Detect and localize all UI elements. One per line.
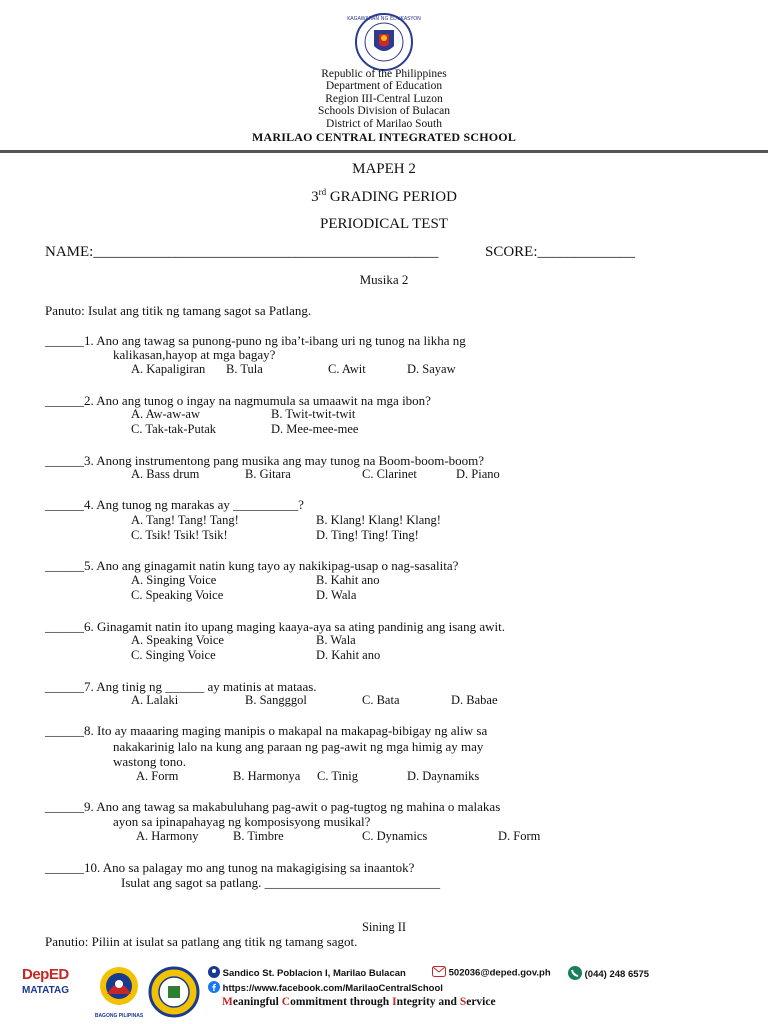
header-line: Department of Education — [325, 80, 443, 93]
header-line: Region III-Central Luzon — [325, 92, 443, 105]
bagong-pilipinas-logo — [93, 964, 145, 1020]
question-stem: ______3. Anong instrumentong pang musika ang may tunog na Boom-boom-boom? — [45, 453, 485, 468]
question-stem-cont: ayon sa ipinapahayag ng komposisyong musikal? — [113, 814, 371, 829]
question-stem: ______5. Ano ang ginagamit natin kung tayo ay nakikipag-usap o nag-sasalita? — [45, 558, 459, 573]
email-text[interactable]: 502036@deped.gov.ph — [448, 967, 551, 979]
choice[interactable]: C. Bata — [362, 693, 400, 707]
subject-title: MAPEH 2 — [352, 161, 416, 177]
deped-seal-logo — [346, 12, 422, 72]
choice[interactable]: A. Kapaligiran — [131, 362, 206, 376]
answer-blank-line[interactable]: Isulat ang sagot sa patlang. ___________________________ — [121, 875, 441, 890]
choice[interactable]: D. Form — [498, 829, 541, 843]
question-stem: ______1. Ano ang tawag sa punong-puno ng iba’t-ibang uri ng tunog na likha ng — [45, 333, 466, 348]
choice[interactable]: B. Klang! Klang! Klang! — [316, 513, 441, 527]
choice[interactable]: C. Tak-tak-Putak — [131, 422, 216, 436]
question-stem: ______9. Ano ang tawag sa makabuluhang pag-awit o pag-tugtog ng mahina o malakas — [45, 799, 501, 814]
facebook-row[interactable] — [208, 981, 443, 996]
choice[interactable]: D. Sayaw — [407, 362, 456, 376]
header-divider — [0, 150, 768, 153]
choice[interactable]: B. Timbre — [233, 829, 284, 843]
directions: Panuto: Isulat ang titik ng tamang sagot sa Patlang. — [45, 303, 312, 318]
choice[interactable]: A. Tang! Tang! Tang! — [131, 513, 239, 527]
choice[interactable]: C. Speaking Voice — [131, 588, 224, 602]
deped-logo-text: DepED — [22, 966, 69, 983]
matatag-text: MATATAG — [22, 985, 70, 996]
test-title: PERIODICAL TEST — [320, 216, 448, 232]
phone-text[interactable]: (044) 248 6575 — [584, 969, 650, 981]
header-block — [0, 68, 768, 130]
facebook-link[interactable]: https://www.facebook.com/MarilaoCentralSchool — [222, 983, 443, 995]
question-stem: ______7. Ang tinig ng ______ ay matinis at mataas. — [45, 679, 317, 694]
choice[interactable]: D. Mee-mee-mee — [271, 422, 359, 436]
choice[interactable]: C. Awit — [328, 362, 366, 376]
directions-sining: Panutio: Piliin at isulat sa patlang ang titik ng tamang sagot. — [45, 934, 358, 949]
choice[interactable]: A. Bass drum — [131, 467, 200, 481]
school-seal-icon — [148, 966, 200, 1018]
name-field[interactable]: NAME:______________________________________________ — [45, 244, 439, 260]
question-stem: ______10. Ano sa palagay mo ang tunog na makagigising sa inaantok? — [45, 860, 415, 875]
location-pin-icon — [208, 966, 220, 981]
question-stem-cont: nakakarinig lalo na kung ang paraan ng pag-awit ng mga himig ay may — [113, 739, 484, 754]
school-motto: Meaningful Commitment through Integrity and Service — [222, 996, 496, 1008]
phone-icon — [568, 966, 582, 983]
choice[interactable]: A. Form — [136, 769, 179, 783]
choice[interactable]: A. Singing Voice — [131, 573, 217, 587]
choice[interactable]: D. Kahit ano — [316, 648, 381, 662]
question-stem: ______6. Ginagamit natin ito upang maging kaaya-aya sa ating pandinig ang isang awit. — [45, 619, 505, 634]
choice[interactable]: B. Harmonya — [233, 769, 301, 783]
contact-row — [208, 966, 406, 981]
choice[interactable]: B. Gitara — [245, 467, 291, 481]
choice[interactable]: C. Tinig — [317, 769, 359, 783]
choice[interactable]: C. Clarinet — [362, 467, 417, 481]
seal-text: KAGAWARAN NG EDUKASYON — [347, 16, 421, 22]
question-stem: ______4. Ang tunog ng marakas ay __________? — [45, 497, 304, 512]
choice[interactable]: B. Tula — [226, 362, 263, 376]
school-name: MARILAO CENTRAL INTEGRATED SCHOOL — [251, 130, 517, 144]
choice[interactable]: D. Piano — [456, 467, 500, 481]
question-stem: ______2. Ano ang tunog o ingay na nagmumula sa umaawit na mga ibon? — [45, 393, 431, 408]
phone-row[interactable] — [568, 966, 649, 983]
email-row[interactable] — [432, 966, 551, 980]
choice[interactable]: A. Harmony — [136, 829, 199, 843]
bagong-pilipinas-emblem-icon — [93, 964, 145, 1008]
address-text: Sandico St. Poblacion I, Marilao Bulacan — [222, 968, 406, 980]
section-title-sining: Sining II — [361, 920, 407, 934]
section-title-musika: Musika 2 — [359, 272, 409, 287]
choice[interactable]: C. Tsik! Tsik! Tsik! — [131, 528, 228, 542]
choice[interactable]: D. Ting! Ting! Ting! — [316, 528, 419, 542]
choice[interactable]: C. Dynamics — [362, 829, 428, 843]
choice[interactable]: B. Sangggol — [245, 693, 307, 707]
choice[interactable]: A. Speaking Voice — [131, 633, 224, 647]
footer — [0, 962, 768, 1024]
header-line: Schools Division of Bulacan — [318, 105, 450, 118]
deped-matatag-logo — [22, 966, 88, 1014]
choice[interactable]: D. Wala — [316, 588, 357, 602]
choice[interactable]: B. Wala — [316, 633, 356, 647]
choice[interactable]: A. Lalaki — [131, 693, 179, 707]
choice[interactable]: D. Babae — [451, 693, 498, 707]
bagong-pilipinas-text: BAGONG PILIPINAS — [94, 1013, 144, 1019]
question-stem-cont: kalikasan,hayop at mga bagay? — [113, 347, 276, 362]
score-field[interactable]: SCORE:_____________ — [485, 244, 636, 260]
email-icon — [432, 966, 446, 980]
header-line: District of Marilao South — [326, 117, 442, 130]
choice[interactable]: C. Singing Voice — [131, 648, 216, 662]
header-line: Republic of the Philippines — [321, 68, 447, 80]
question-stem-cont: wastong tono. — [113, 754, 186, 769]
choice[interactable]: B. Kahit ano — [316, 573, 380, 587]
choice[interactable]: B. Twit-twit-twit — [271, 407, 356, 421]
grading-period: 3rd GRADING PERIOD — [311, 187, 457, 205]
choice[interactable]: A. Aw-aw-aw — [131, 407, 200, 421]
choice[interactable]: D. Daynamiks — [407, 769, 480, 783]
facebook-icon — [208, 981, 220, 996]
question-stem: ______8. Ito ay maaaring maging manipis o makapal na makapag-bibigay ng aliw sa — [45, 723, 488, 738]
